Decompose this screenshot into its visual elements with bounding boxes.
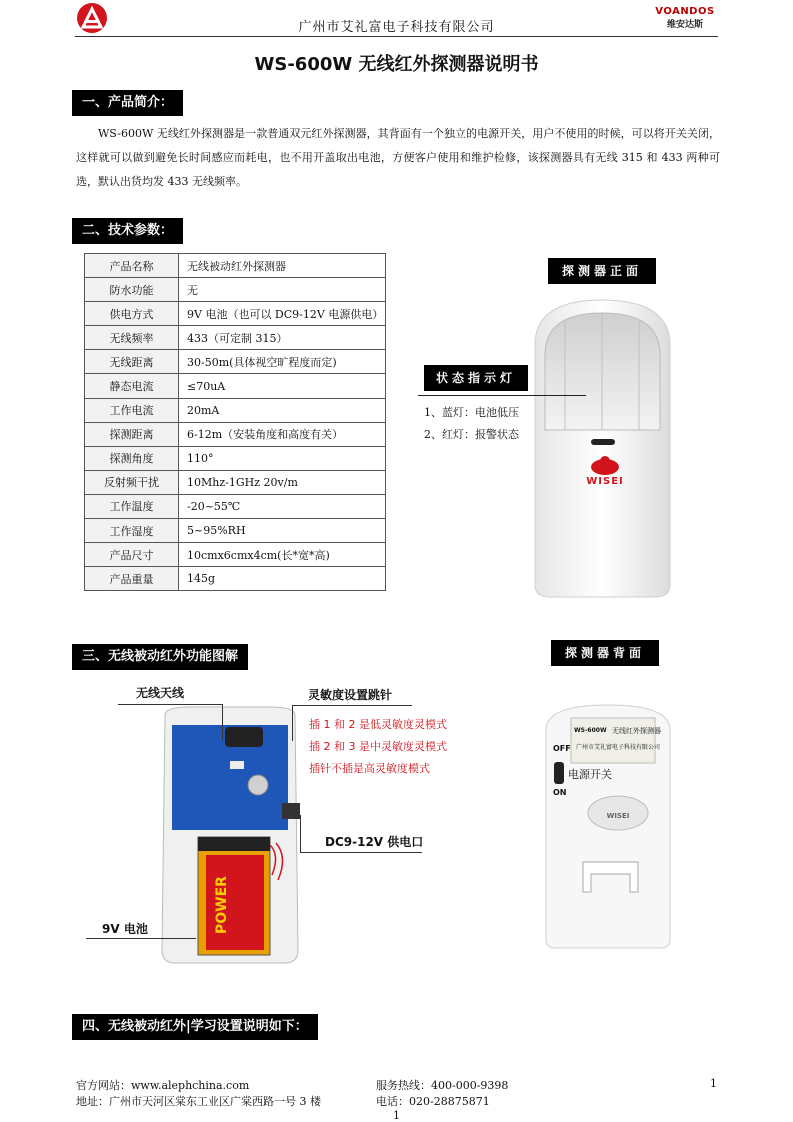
- jumper-pointer: [292, 705, 293, 741]
- detector-back-image: [538, 700, 678, 950]
- spec-value: 5~95%RH: [179, 519, 386, 543]
- spec-key: 探测距离: [85, 422, 179, 446]
- spec-value: 10Mhz-1GHz 20v/m: [179, 470, 386, 494]
- spec-row: [85, 398, 386, 422]
- back-brand: WISEI: [606, 812, 630, 820]
- callout-antenna: 无线天线: [136, 686, 185, 700]
- spec-key: 防水功能: [85, 278, 179, 302]
- antenna-line: [118, 704, 222, 705]
- header-company: 广州市艾礼富电子科技有限公司: [298, 20, 495, 35]
- spec-row: [85, 470, 386, 494]
- antenna-pointer: [222, 704, 223, 740]
- callout-battery: 9V 电池: [102, 922, 148, 936]
- back-switch-on: ON: [553, 788, 567, 797]
- intro-paragraph: WS-600W 无线红外探测器是一款普通双元红外探测器，其背面有一个独立的电源开关，用户不使用的时候，可以将开关关闭，这样就可以做到避免长时间感应而耗电，也不用开盖取出电池，方便客户使用和维护检修，该探测器具有无线 315 和 433 两种可选，默认出货均发 433 无线频率。: [76, 127, 720, 188]
- jumper-note-3: 插针不插是高灵敏度模式: [309, 762, 430, 775]
- brand-en: VOANDOS: [655, 6, 715, 17]
- footer-hotline: 服务热线：400-000-9398: [376, 1079, 509, 1092]
- spec-value: 无线被动红外探测器: [179, 254, 386, 278]
- spec-key: 反射频干扰: [85, 470, 179, 494]
- indicator-label: 状态指示灯: [424, 365, 528, 391]
- battery-line: [86, 938, 196, 939]
- section-learn-heading: 四、无线被动红外|学习设置说明如下：: [72, 1014, 318, 1040]
- spec-value: 6-12m（安装角度和高度有关）: [179, 422, 386, 446]
- brand-logo: [652, 6, 718, 34]
- callout-jumper: 灵敏度设置跳针: [308, 688, 393, 702]
- dc-line-h: [300, 852, 422, 853]
- back-label: 探测器背面: [551, 640, 659, 666]
- spec-key: 无线频率: [85, 326, 179, 350]
- internal-diagram-image: [160, 705, 300, 967]
- spec-row: [85, 302, 386, 326]
- spec-row: [85, 278, 386, 302]
- spec-key: 工作湿度: [85, 519, 179, 543]
- section-intro-heading: 一、产品简介：: [72, 90, 183, 116]
- indicator-underline: [418, 395, 586, 396]
- back-switch-off: OFF: [553, 744, 571, 753]
- spec-row: [85, 494, 386, 518]
- footer-website: 官方网站：www.alephchina.com: [76, 1079, 250, 1092]
- footer-page-center: 1: [393, 1109, 400, 1122]
- spec-value: 433（可定制 315）: [179, 326, 386, 350]
- indicator-item-1: 1、蓝灯：电池低压: [424, 406, 519, 419]
- front-brand: WISEI: [586, 476, 624, 487]
- jumper-note-2: 插 2 和 3 是中灵敏度灵模式: [309, 740, 447, 753]
- footer-phone: 电话：020-28875871: [376, 1095, 490, 1108]
- brand-cn: 维安达斯: [666, 20, 703, 30]
- spec-value: 20mA: [179, 398, 386, 422]
- spec-value: 9V 电池（也可以 DC9-12V 电源供电）: [179, 302, 386, 326]
- spec-key: 产品重量: [85, 567, 179, 591]
- spec-table: [84, 253, 386, 591]
- spec-row: [85, 567, 386, 591]
- spec-row: [85, 326, 386, 350]
- spec-value: 110°: [179, 446, 386, 470]
- spec-key: 静态电流: [85, 374, 179, 398]
- spec-value: ≤70uA: [179, 374, 386, 398]
- spec-key: 产品名称: [85, 254, 179, 278]
- spec-key: 产品尺寸: [85, 543, 179, 567]
- detector-front-image: [525, 295, 680, 600]
- callout-dc-port: DC9-12V 供电口: [325, 835, 424, 849]
- spec-key: 工作温度: [85, 494, 179, 518]
- spec-key: 探测角度: [85, 446, 179, 470]
- back-sticker-name: 无线红外探测器: [612, 727, 661, 735]
- spec-key: 无线距离: [85, 350, 179, 374]
- section-spec-heading: 二、技术参数：: [72, 218, 183, 244]
- indicator-item-2: 2、红灯：报警状态: [424, 428, 519, 441]
- back-sticker-model: WS-600W: [574, 727, 607, 734]
- spec-value: 无: [179, 278, 386, 302]
- footer-page-right: 1: [710, 1077, 717, 1090]
- power-switch-label: 电源开关: [568, 768, 612, 781]
- battery-brand: POWER: [214, 876, 230, 934]
- spec-row: [85, 350, 386, 374]
- spec-value: 30-50m(具体视空旷程度而定): [179, 350, 386, 374]
- spec-row: [85, 254, 386, 278]
- spec-row: [85, 543, 386, 567]
- section-function-heading: 三、无线被动红外功能图解: [72, 644, 248, 670]
- document-title: WS-600W 无线红外探测器说明书: [254, 54, 539, 75]
- spec-row: [85, 422, 386, 446]
- spec-key: 供电方式: [85, 302, 179, 326]
- header-divider: [75, 36, 718, 37]
- spec-row: [85, 374, 386, 398]
- spec-row: [85, 446, 386, 470]
- back-sticker-company: 广州市艾礼富电子科技有限公司: [576, 744, 661, 751]
- spec-key: 工作电流: [85, 398, 179, 422]
- footer-address: 地址：广州市天河区棠东工业区广棠西路一号 3 楼: [76, 1095, 321, 1108]
- jumper-note-1: 插 1 和 2 是低灵敏度灵模式: [309, 718, 447, 731]
- dc-line: [300, 815, 301, 853]
- spec-value: 145g: [179, 567, 386, 591]
- spec-row: [85, 519, 386, 543]
- spec-value: -20~55℃: [179, 494, 386, 518]
- spec-value: 10cmx6cmx4cm(长*宽*高): [179, 543, 386, 567]
- front-label: 探测器正面: [548, 258, 656, 284]
- jumper-line: [292, 705, 412, 706]
